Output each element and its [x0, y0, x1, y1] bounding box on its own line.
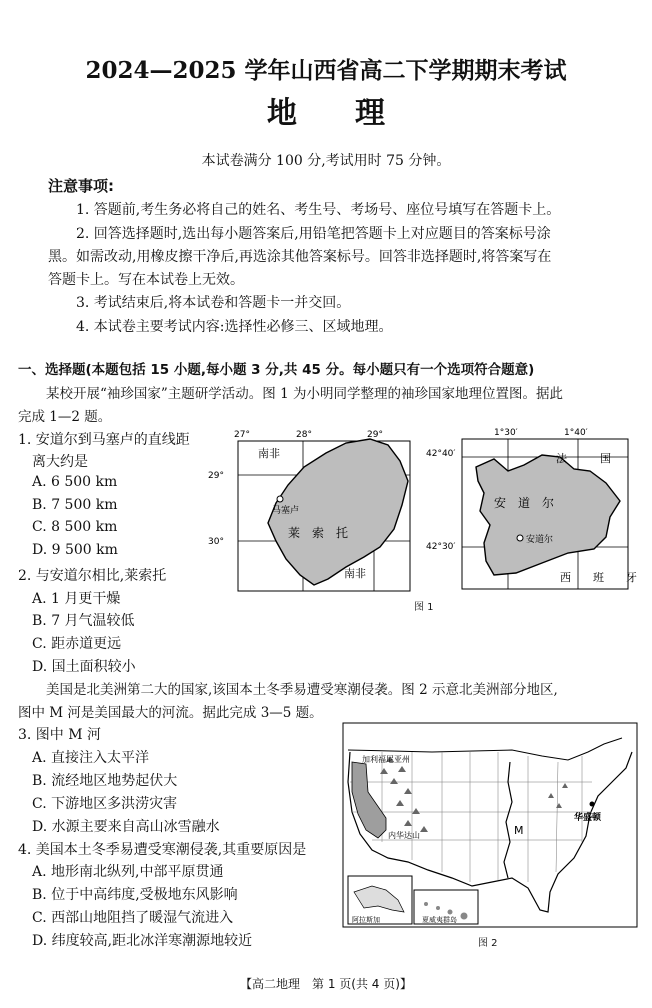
notice-item-1: 1. 答题前,考生务必将自己的姓名、考生号、考场号、座位号填写在答题卡上。 [76, 202, 561, 218]
lon-130: 1°30′ [494, 428, 518, 438]
q2-option-a: A. 1 月更干燥 [32, 591, 121, 607]
lon-28: 28° [296, 430, 312, 440]
exam-title: 2024—2025 学年山西省高二下学期期末考试 [85, 57, 567, 84]
subject-title: 地理 [267, 96, 443, 131]
notice-item-4: 4. 本试卷主要考试内容:选择性必修三、区域地理。 [76, 319, 393, 335]
label-mountain: 内华达山 [388, 831, 420, 840]
notice-heading: 注意事项: [48, 177, 114, 195]
q3-option-c: C. 下游地区多洪涝灾害 [32, 796, 178, 812]
intro1-line2: 完成 1—2 题。 [18, 409, 112, 425]
washington-marker [590, 802, 595, 807]
intro2-line1: 美国是北美洲第二大的国家,该国本土冬季易遭受寒潮侵袭。图 2 示意北美洲部分地区, [46, 682, 558, 698]
lat-4230: 42°30′ [426, 542, 456, 552]
lesotho-map [208, 425, 418, 595]
lat-4240: 42°40′ [426, 449, 456, 459]
q1-option-b: B. 7 500 km [32, 497, 118, 513]
q4-stem: 4. 美国本土冬季易遭受寒潮侵袭,其重要原因是 [18, 842, 307, 858]
q4-option-a: A. 地形南北纵列,中部平原贯通 [32, 864, 224, 880]
label-andorra: 安 道 尔 [494, 496, 555, 510]
q3-option-d: D. 水源主要来自高山冰雪融水 [32, 819, 220, 835]
label-france-2: 国 [600, 452, 611, 465]
q3-option-a: A. 直接注入太平洋 [32, 750, 150, 766]
q2-stem: 2. 与安道尔相比,莱索托 [18, 568, 167, 584]
maseru-marker [277, 496, 283, 502]
label-andorra-la-vella: 安道尔 [526, 535, 554, 545]
page-footer: 【高二地理 第 1 页(共 4 页)】 [240, 977, 412, 991]
label-washington: 华盛顿 [574, 813, 602, 823]
label-france-1: 法 [556, 452, 567, 465]
andorra-map [424, 425, 637, 595]
q3-stem: 3. 图中 M 河 [18, 727, 102, 743]
label-spain: 西 班 牙 [560, 571, 637, 584]
label-lesotho: 莱 索 托 [288, 526, 349, 540]
q1-stem-2: 离大约是 [32, 454, 88, 470]
label-maseru: 马塞卢 [272, 506, 300, 516]
label-river-m: M [514, 824, 524, 837]
q1-option-a: A. 6 500 km [32, 474, 118, 490]
lat-29: 29° [208, 471, 224, 481]
q1-option-d: D. 9 500 km [32, 542, 118, 558]
q2-option-c: C. 距赤道更远 [32, 636, 122, 652]
q4-option-c: C. 西部山地阻挡了暖湿气流进入 [32, 910, 234, 926]
lat-30: 30° [208, 537, 224, 547]
q1-option-c: C. 8 500 km [32, 519, 118, 535]
intro1-line1: 某校开展“袖珍国家”主题研学活动。图 1 为小明同学整理的袖珍国家地理位置图。据此 [46, 386, 563, 402]
notice-item-2-cont2: 答题卡上。写在本试卷上无效。 [48, 272, 244, 288]
lon-140: 1°40′ [564, 428, 588, 438]
andorra-la-vella-marker [517, 535, 523, 541]
exam-info: 本试卷满分 100 分,考试用时 75 分钟。 [201, 153, 451, 169]
notice-item-3: 3. 考试结束后,将本试卷和答题卡一并交回。 [76, 295, 351, 311]
andorra-shape [476, 455, 620, 575]
q4-option-d: D. 纬度较高,距北冰洋寒潮源地较近 [32, 933, 253, 949]
q4-option-b: B. 位于中高纬度,受极地东风影响 [32, 887, 238, 903]
north-america-map [342, 722, 638, 928]
lon-27: 27° [234, 430, 250, 440]
notice-item-2-cont: 黑。如需改动,用橡皮擦干净后,再选涂其他答案标号。回答非选择题时,将答案写在 [48, 249, 552, 265]
label-hawaii: 夏威夷群岛 [422, 916, 457, 924]
q1-stem: 1. 安道尔到马塞卢的直线距 [18, 432, 190, 448]
figure2-caption: 图 2 [478, 938, 498, 949]
notice-item-2: 2. 回答选择题时,选出每小题答案后,用铅笔把答题卡上对应题目的答案标号涂 [76, 226, 551, 242]
q3-option-b: B. 流经地区地势起伏大 [32, 773, 178, 789]
figure1-caption: 图 1 [414, 602, 434, 613]
section-heading: 一、选择题(本题包括 15 小题,每小题 3 分,共 45 分。每小题只有一个选项符合题意) [18, 362, 535, 378]
label-alaska: 阿拉斯加 [352, 916, 380, 924]
label-south-africa-bottom: 南非 [344, 567, 366, 580]
q2-option-d: D. 国土面积较小 [32, 659, 136, 675]
q2-option-b: B. 7 月气温较低 [32, 613, 135, 629]
intro2-line2: 图中 M 河是美国最大的河流。据此完成 3—5 题。 [18, 705, 323, 721]
label-california: 加利福尼亚州 [362, 755, 410, 764]
label-south-africa-top: 南非 [258, 447, 280, 460]
lon-29: 29° [367, 430, 383, 440]
